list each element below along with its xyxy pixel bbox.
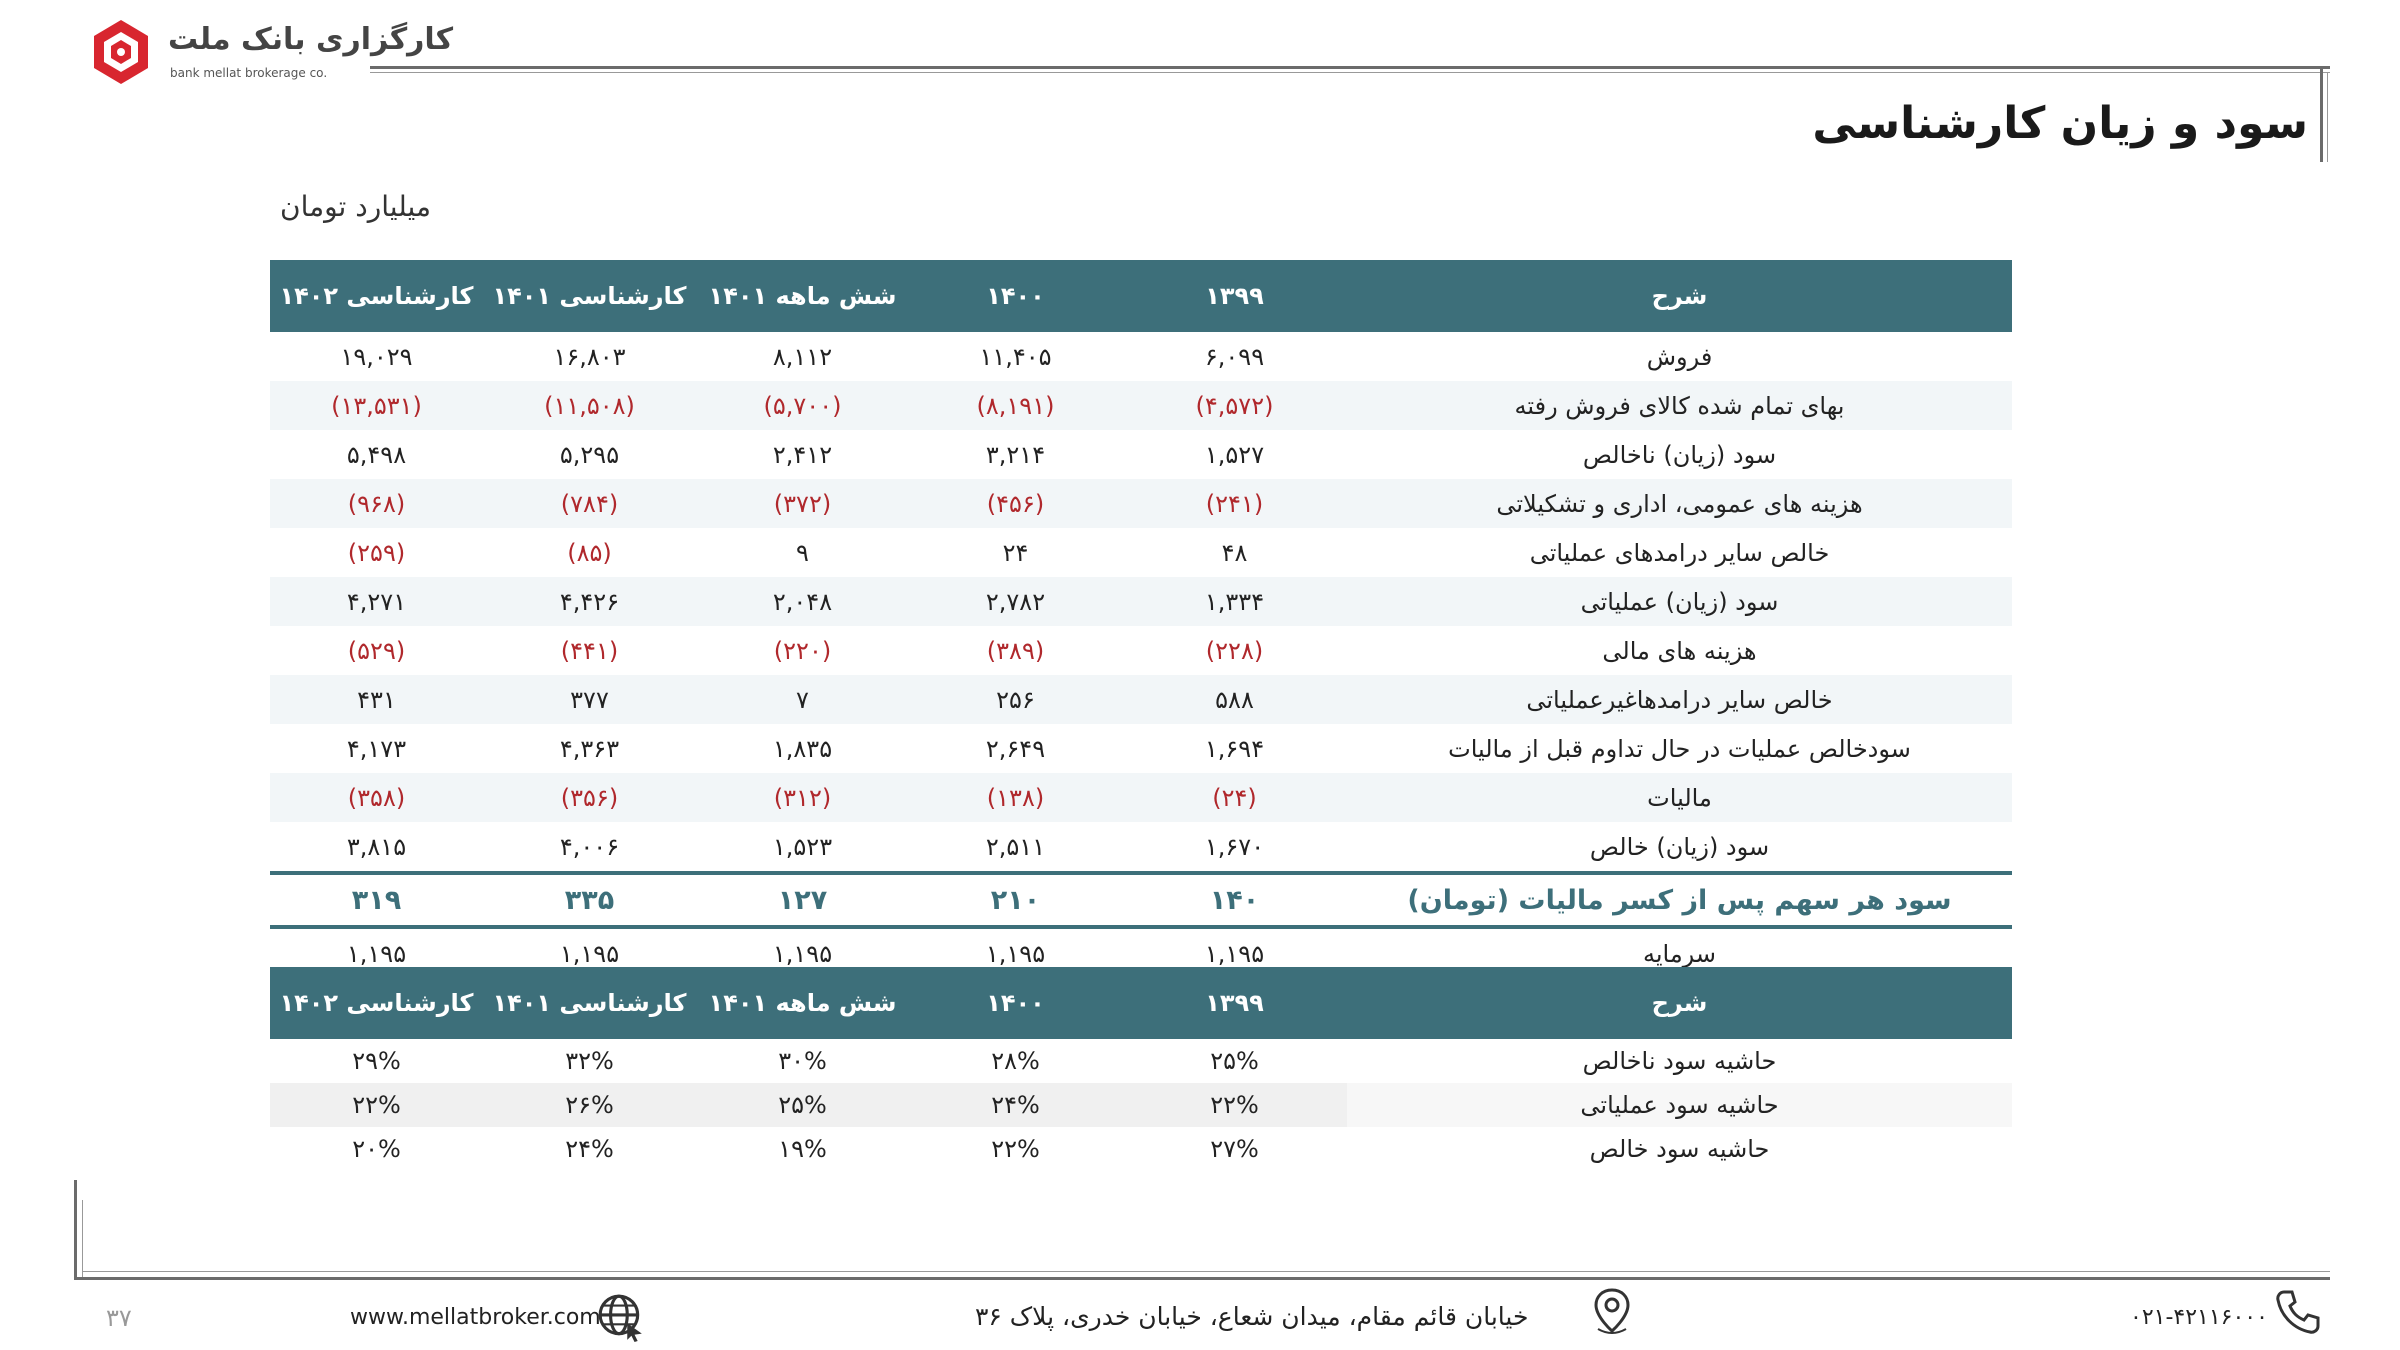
cell-value: (۸,۱۹۱)	[909, 381, 1122, 430]
cell-value: (۸۵)	[567, 538, 612, 567]
table-row	[270, 430, 2012, 479]
cell-value: (۱۱,۵۰۸)	[483, 381, 696, 430]
cell-value: ۲,۵۱۱	[985, 832, 1046, 861]
logo-mark-icon	[86, 18, 156, 88]
cell-value: ۲۵%	[1210, 1047, 1259, 1075]
location-pin-icon	[1592, 1286, 1632, 1336]
footer-vertical-rule-thin	[82, 1200, 83, 1280]
column-header: شش ماهه ۱۴۰۱	[696, 260, 909, 332]
cell-value: ۴,۰۰۶	[559, 832, 620, 861]
column-header: ۱۴۰۰	[909, 967, 1122, 1039]
cell-value: ۵۸۸	[1122, 675, 1347, 724]
cell-value: ۳,۸۱۵	[346, 832, 407, 861]
row-label: سود (زیان) خالص	[1589, 832, 1770, 861]
cell-value: (۱۳,۵۳۱)	[270, 381, 483, 430]
table-row	[270, 773, 2012, 822]
table-row	[270, 528, 2012, 577]
cell-value: ۱,۱۹۵	[1204, 939, 1265, 968]
eps-row	[270, 873, 2012, 927]
cell-value: ۱,۱۹۵	[985, 939, 1046, 968]
column-header: ۱۳۹۹	[1122, 260, 1347, 332]
page-title: سود و زیان کارشناسی	[1812, 98, 2308, 149]
row-label: فروش	[1646, 342, 1713, 371]
cell-value: ۲۵%	[696, 1083, 909, 1127]
cell-value: ۲۲%	[1122, 1083, 1347, 1127]
logo-text-en: bank mellat brokerage co.	[170, 66, 328, 80]
row-label: سرمایه	[1642, 939, 1717, 968]
cell-value: ۲,۰۴۸	[696, 577, 909, 626]
row-label: سودخالص عملیات در حال تداوم قبل از مالیات	[1448, 734, 1911, 763]
cell-value: (۱۳۸)	[909, 773, 1122, 822]
eps-value: ۱۴۰	[1122, 873, 1347, 927]
cell-value: (۴,۵۷۲)	[1122, 381, 1347, 430]
column-header: ۱۴۰۰	[909, 260, 1122, 332]
row-label: خالص سایر درامدهای عملیاتی	[1529, 538, 1830, 567]
cell-value: ۹	[796, 538, 809, 567]
cell-value: ۱,۵۲۳	[772, 832, 833, 861]
column-header: کارشناسی ۱۴۰۱	[483, 967, 696, 1039]
row-label: حاشیه سود عملیاتی	[1347, 1083, 2012, 1127]
footer-divider	[74, 1277, 2330, 1280]
cell-value: ۲۸%	[991, 1047, 1040, 1075]
cell-value: (۳۵۸)	[270, 773, 483, 822]
cell-value: ۱,۱۹۵	[772, 939, 833, 968]
header-divider-thin	[370, 72, 2330, 73]
column-header: کارشناسی ۱۴۰۲	[270, 967, 483, 1039]
table-row	[270, 675, 2012, 724]
table-header-row	[270, 260, 2012, 332]
cell-value: ۳۲%	[565, 1047, 614, 1075]
cell-value: (۴۴۱)	[560, 636, 619, 665]
cell-value: ۴,۴۲۶	[483, 577, 696, 626]
table-row	[270, 1039, 2012, 1083]
cell-value: (۳۱۲)	[696, 773, 909, 822]
cell-value: ۳,۲۱۴	[985, 440, 1046, 469]
cell-value: (۲۲۸)	[1205, 636, 1264, 665]
cell-value: ۱۱,۴۰۵	[979, 342, 1052, 371]
cell-value: ۱,۱۹۵	[559, 939, 620, 968]
header-vertical-rule-thin	[2327, 72, 2328, 162]
eps-value: ۳۱۹	[270, 873, 483, 927]
cell-value: ۲۷%	[1210, 1135, 1259, 1163]
cell-value: ۷	[696, 675, 909, 724]
cell-value: ۳۷۷	[483, 675, 696, 724]
table-row	[270, 332, 2012, 381]
phone-number[interactable]: ۰۲۱-۴۲۱۱۶۰۰۰	[2130, 1305, 2268, 1330]
cell-value: (۲۲۰)	[773, 636, 832, 665]
cell-value: ۲۵۶	[909, 675, 1122, 724]
footer-vertical-rule	[74, 1180, 77, 1280]
page-number: ۳۷	[106, 1304, 132, 1332]
column-header-description: شرح	[1347, 260, 2012, 332]
cell-value: ۳۰%	[778, 1047, 827, 1075]
cell-value: ۱۹,۰۲۹	[340, 342, 413, 371]
eps-value: ۱۲۷	[696, 873, 909, 927]
table-row	[270, 479, 2012, 528]
cell-value: (۳۵۶)	[483, 773, 696, 822]
row-label: بهای تمام شده کالای فروش رفته	[1347, 381, 2012, 430]
cell-value: ۵,۴۹۸	[346, 440, 407, 469]
row-label: حاشیه سود خالص	[1589, 1135, 1770, 1163]
column-header: شش ماهه ۱۴۰۱	[696, 967, 909, 1039]
row-label: سود (زیان) ناخالص	[1582, 440, 1777, 469]
income-statement-table	[270, 260, 2012, 978]
cell-value: ۱,۳۳۴	[1122, 577, 1347, 626]
table-row	[270, 577, 2012, 626]
cell-value: ۲۴%	[565, 1135, 614, 1163]
cell-value: ۲۶%	[483, 1083, 696, 1127]
table-row	[270, 626, 2012, 675]
cell-value: ۲۲%	[991, 1135, 1040, 1163]
cell-value: (۴۵۶)	[909, 479, 1122, 528]
row-label: هزینه های مالی	[1602, 636, 1757, 665]
globe-icon	[596, 1292, 646, 1342]
row-label: خالص سایر درامدهاغیرعملیاتی	[1347, 675, 2012, 724]
eps-value: ۳۳۵	[483, 873, 696, 927]
cell-value: (۲۵۹)	[347, 538, 406, 567]
cell-value: ۱,۶۹۴	[1204, 734, 1265, 763]
table-row	[270, 1083, 2012, 1127]
cell-value: (۲۴۱)	[1122, 479, 1347, 528]
cell-value: ۸,۱۱۲	[772, 342, 833, 371]
cell-value: ۴,۳۶۳	[559, 734, 620, 763]
phone-icon	[2274, 1288, 2322, 1336]
row-label: سود (زیان) عملیاتی	[1347, 577, 2012, 626]
row-label: هزینه های عمومی، اداری و تشکیلاتی	[1347, 479, 2012, 528]
cell-value: ۲۴	[1002, 538, 1029, 567]
cell-value: ۱,۵۲۷	[1204, 440, 1265, 469]
cell-value: ۱,۶۷۰	[1204, 832, 1265, 861]
cell-value: (۲۴)	[1122, 773, 1347, 822]
cell-value: (۳۷۲)	[696, 479, 909, 528]
cell-value: (۳۸۹)	[986, 636, 1045, 665]
cell-value: ۱۹%	[778, 1135, 827, 1163]
table-row	[270, 822, 2012, 873]
header-vertical-rule	[2320, 66, 2323, 162]
eps-label: سود هر سهم پس از کسر مالیات (تومان)	[1347, 873, 2012, 927]
cell-value: ۱,۱۹۵	[346, 939, 407, 968]
cell-value: (۷۸۴)	[483, 479, 696, 528]
table-header-row	[270, 967, 2012, 1039]
cell-value: ۲۹%	[352, 1047, 401, 1075]
cell-value: ۶,۰۹۹	[1204, 342, 1265, 371]
cell-value: ۲,۴۱۲	[772, 440, 833, 469]
column-header: کارشناسی ۱۴۰۱	[483, 260, 696, 332]
column-header: کارشناسی ۱۴۰۲	[270, 260, 483, 332]
website-link[interactable]: www.mellatbroker.com	[350, 1305, 601, 1330]
cell-value: ۲۴%	[909, 1083, 1122, 1127]
cell-value: ۲,۷۸۲	[909, 577, 1122, 626]
column-header-description: شرح	[1347, 967, 2012, 1039]
cell-value: ۴,۱۷۳	[346, 734, 407, 763]
profit-margin-table	[270, 967, 2012, 1171]
cell-value: ۵,۲۹۵	[559, 440, 620, 469]
cell-value: ۱۶,۸۰۳	[553, 342, 626, 371]
cell-value: (۹۶۸)	[270, 479, 483, 528]
cell-value: ۴۸	[1221, 538, 1248, 567]
table-row	[270, 381, 2012, 430]
cell-value: ۴,۲۷۱	[270, 577, 483, 626]
cell-value: ۲۲%	[270, 1083, 483, 1127]
column-header: ۱۳۹۹	[1122, 967, 1347, 1039]
footer-divider-thin	[82, 1271, 2330, 1272]
unit-label: میلیارد تومان	[280, 190, 431, 223]
cell-value: (۵۲۹)	[347, 636, 406, 665]
table-row	[270, 1127, 2012, 1171]
cell-value: ۲,۶۴۹	[985, 734, 1046, 763]
cell-value: (۵,۷۰۰)	[696, 381, 909, 430]
eps-value: ۲۱۰	[909, 873, 1122, 927]
address-text: خیابان قائم مقام، میدان شعاع، خیابان خدری، پلاک ۳۶	[975, 1302, 1529, 1331]
row-label: حاشیه سود ناخالص	[1582, 1047, 1777, 1075]
table-row	[270, 724, 2012, 773]
cell-value: ۴۳۱	[270, 675, 483, 724]
cell-value: ۲۰%	[352, 1135, 401, 1163]
company-logo	[86, 18, 454, 88]
logo-text-fa: کارگزاری بانک ملت	[168, 22, 454, 57]
row-label: مالیات	[1347, 773, 2012, 822]
cell-value: ۱,۸۳۵	[772, 734, 833, 763]
header-divider	[370, 66, 2330, 69]
